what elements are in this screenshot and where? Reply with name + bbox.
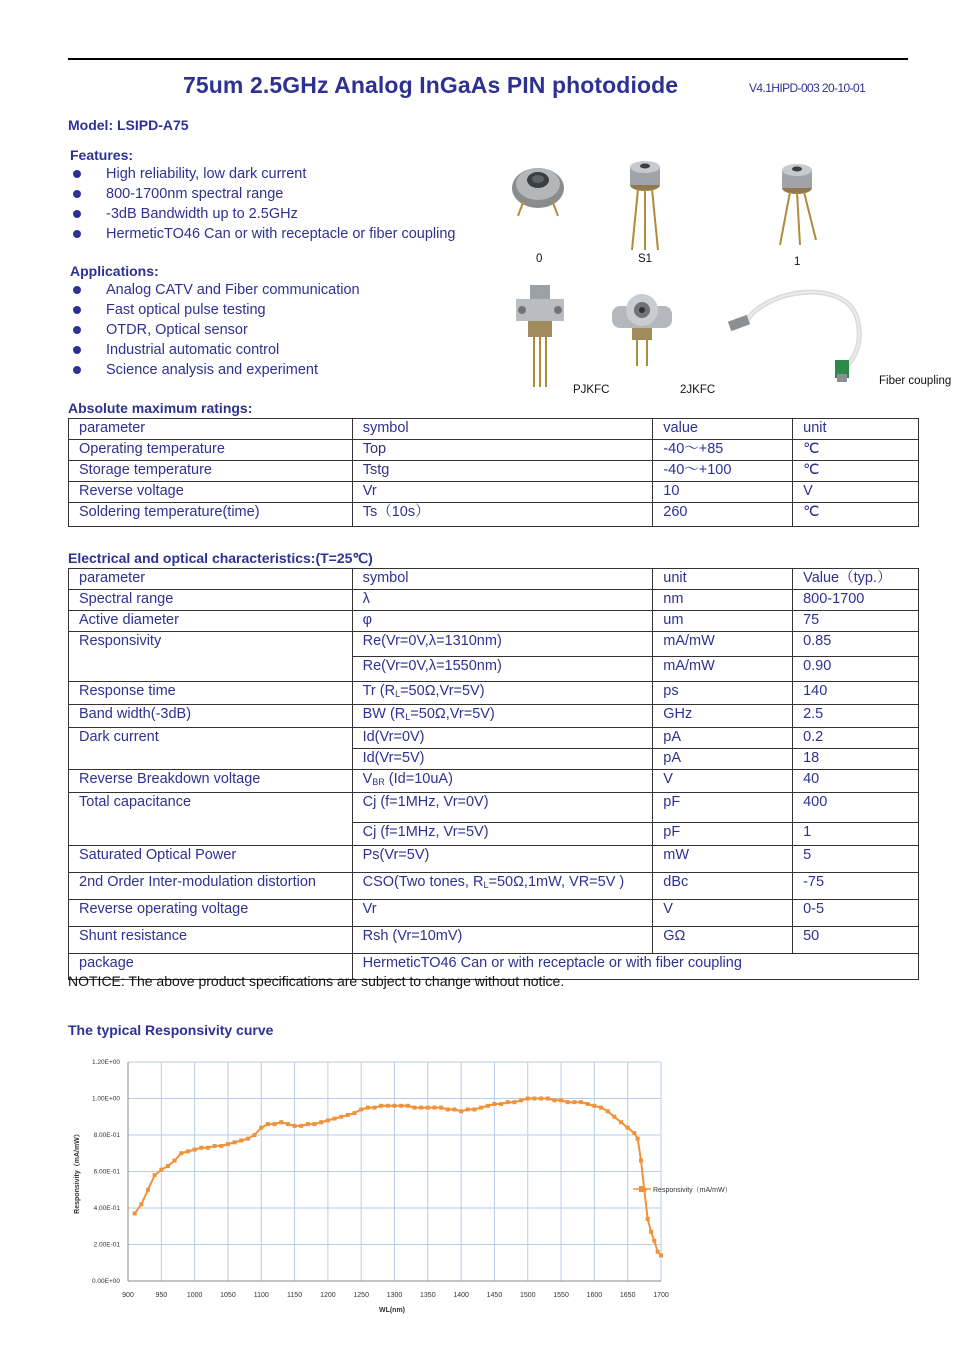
- data-point: [299, 1124, 303, 1128]
- table-cell: V: [793, 482, 919, 503]
- table-cell: -40～+100: [653, 461, 793, 482]
- x-tick-label: 1300: [386, 1292, 403, 1299]
- data-point: [439, 1106, 443, 1110]
- responsivity-chart: [68, 1050, 788, 1330]
- data-point: [326, 1118, 330, 1122]
- list-item: -3dB Bandwidth up to 2.5GHz: [70, 204, 510, 224]
- table-cell: Dark current: [69, 728, 353, 770]
- x-tick-label: 1250: [353, 1292, 369, 1299]
- photo-label-2jkfc: 2JKFC: [680, 384, 716, 396]
- data-point: [399, 1104, 403, 1108]
- header-cell: parameter: [69, 569, 353, 590]
- table-cell: Vr: [352, 482, 653, 503]
- table-row: [69, 873, 919, 900]
- data-point: [499, 1102, 503, 1106]
- data-point: [253, 1133, 257, 1137]
- x-tick-label: 1450: [486, 1292, 503, 1299]
- data-point: [233, 1140, 237, 1144]
- list-item: Industrial automatic control: [70, 340, 490, 360]
- data-point: [339, 1115, 343, 1119]
- photo-to46-1: [772, 160, 822, 250]
- table-cell: HermeticTO46 Can or with receptacle or with fiber coupling: [352, 954, 918, 980]
- y-axis-label: Responsivity（mA/mW）: [74, 1130, 81, 1214]
- table-cell: ℃: [793, 503, 919, 527]
- elec-table: [68, 568, 919, 980]
- features-heading: Features:: [70, 147, 134, 163]
- data-point: [419, 1106, 423, 1110]
- data-point: [179, 1151, 183, 1155]
- photo-label-fiber: Fiber coupling: [879, 375, 952, 387]
- table-cell: 1: [793, 823, 919, 846]
- header-cell: symbol: [352, 569, 653, 590]
- list-item: Analog CATV and Fiber communication: [70, 280, 490, 300]
- table-row: [69, 632, 919, 657]
- header-rule: [68, 58, 908, 60]
- x-tick-label: 1650: [619, 1292, 636, 1299]
- table-cell: Storage temperature: [69, 461, 353, 482]
- table-cell: Vr: [352, 900, 653, 927]
- table-row: [69, 440, 919, 461]
- data-point: [552, 1098, 556, 1102]
- table-row: [69, 569, 919, 590]
- data-point: [306, 1122, 310, 1126]
- data-point: [199, 1146, 203, 1150]
- x-tick-label: 1700: [653, 1292, 669, 1299]
- header-cell: value: [653, 419, 793, 440]
- data-point: [319, 1120, 323, 1124]
- data-point: [426, 1106, 430, 1110]
- photo-pjkfc: [510, 285, 570, 390]
- data-point: [393, 1104, 397, 1108]
- x-tick-label: 1600: [586, 1292, 603, 1299]
- abs-max-heading: Absolute maximum ratings:: [68, 400, 253, 416]
- data-point: [479, 1106, 483, 1110]
- table-row: [69, 927, 919, 954]
- y-tick-label: 1.00E+00: [91, 1095, 120, 1103]
- data-point: [146, 1188, 150, 1192]
- x-tick-label: 1200: [320, 1292, 336, 1299]
- photo-2jkfc: [610, 288, 675, 368]
- y-tick-label: 1.20E+00: [91, 1059, 120, 1066]
- table-cell: ℃: [793, 440, 919, 461]
- data-point: [656, 1250, 660, 1254]
- photo-label-s1: S1: [638, 253, 653, 265]
- y-tick-label: 2.00E-01: [93, 1241, 120, 1249]
- table-cell: Reverse voltage: [69, 482, 353, 503]
- table-cell: pA: [653, 749, 793, 770]
- table-row: [69, 846, 919, 873]
- data-point: [639, 1159, 643, 1163]
- x-tick-label: 1050: [220, 1292, 236, 1299]
- table-cell: ps: [653, 682, 793, 705]
- data-point: [539, 1097, 543, 1101]
- table-cell: φ: [352, 611, 653, 632]
- photo-label-pjkfc: PJKFC: [573, 384, 610, 396]
- table-cell: GHz: [653, 705, 793, 728]
- version-label: V4.1HIPD-003 20-10-01: [749, 81, 866, 95]
- y-tick-label: 6.00E-01: [93, 1168, 120, 1176]
- x-tick-label: 1550: [553, 1292, 569, 1299]
- data-point: [219, 1144, 223, 1148]
- table-cell: Soldering temperature(time): [69, 503, 353, 527]
- data-point: [572, 1100, 576, 1104]
- table-row: [69, 611, 919, 632]
- data-point: [293, 1124, 297, 1128]
- table-cell: 0.85: [793, 632, 919, 657]
- table-cell: 50: [793, 927, 919, 954]
- table-cell: Rsh (Vr=10mV): [352, 927, 653, 954]
- data-point: [133, 1211, 137, 1215]
- x-tick-label: 900: [122, 1292, 134, 1299]
- x-axis-label: WL(nm): [378, 1307, 406, 1314]
- data-point: [259, 1126, 263, 1130]
- data-point: [619, 1120, 623, 1124]
- applications-heading: Applications:: [70, 263, 159, 279]
- data-point: [492, 1102, 496, 1106]
- table-cell: 5: [793, 846, 919, 873]
- data-point: [632, 1131, 636, 1135]
- list-item: Fast optical pulse testing: [70, 300, 490, 320]
- table-cell: λ: [352, 590, 653, 611]
- x-tick-label: 1100: [253, 1292, 269, 1299]
- table-cell: Shunt resistance: [69, 927, 353, 954]
- data-point: [273, 1122, 277, 1126]
- data-point: [159, 1168, 163, 1172]
- table-cell: Total capacitance: [69, 793, 353, 846]
- bullet-icon: [73, 306, 81, 314]
- header-cell: unit: [793, 419, 919, 440]
- data-point: [313, 1122, 317, 1126]
- table-cell: 0.2: [793, 728, 919, 749]
- table-cell: Tstg: [352, 461, 653, 482]
- table-row: [69, 900, 919, 927]
- data-point: [286, 1122, 290, 1126]
- table-cell: Re(Vr=0V,λ=1310nm): [352, 632, 653, 657]
- table-row: [69, 705, 919, 728]
- table-cell: nm: [653, 590, 793, 611]
- notice-text: NOTICE: The above product specifications are subject to change without notice.: [68, 973, 565, 989]
- table-cell: package: [69, 954, 353, 980]
- data-point: [659, 1253, 663, 1257]
- data-point: [213, 1144, 217, 1148]
- list-item: HermeticTO46 Can or with receptacle or fiber coupling: [70, 224, 510, 244]
- bullet-icon: [73, 346, 81, 354]
- photo-fiber-coupling: [725, 278, 865, 383]
- table-cell: Reverse operating voltage: [69, 900, 353, 927]
- table-cell: Ts（10s）: [352, 503, 653, 527]
- table-cell: dBc: [653, 873, 793, 900]
- table-row: [69, 682, 919, 705]
- list-item: High reliability, low dark current: [70, 164, 510, 184]
- data-point: [239, 1138, 243, 1142]
- data-point: [166, 1164, 170, 1168]
- table-cell: Operating temperature: [69, 440, 353, 461]
- data-point: [526, 1097, 530, 1101]
- table-cell: V: [653, 900, 793, 927]
- data-point: [506, 1100, 510, 1104]
- table-cell: $V_{BR}$ (Id=10uA): [352, 770, 653, 793]
- table-cell: Id(Vr=5V): [352, 749, 653, 770]
- applications-list: [70, 280, 490, 380]
- table-cell: 2nd Order Inter-modulation distortion: [69, 873, 353, 900]
- bullet-icon: [73, 366, 81, 374]
- data-point: [139, 1202, 143, 1206]
- x-tick-label: 950: [155, 1292, 168, 1299]
- list-item: 800-1700nm spectral range: [70, 184, 510, 204]
- data-point: [173, 1159, 177, 1163]
- data-point: [279, 1120, 283, 1124]
- photo-to46-s1: [620, 155, 670, 255]
- header-cell: parameter: [69, 419, 353, 440]
- data-point: [333, 1117, 337, 1121]
- chart-legend: [633, 1186, 732, 1194]
- data-point: [646, 1217, 650, 1221]
- curve-heading: The typical Responsivity curve: [68, 1022, 274, 1038]
- data-point: [386, 1104, 390, 1108]
- table-cell: mW: [653, 846, 793, 873]
- table-cell: 260: [653, 503, 793, 527]
- data-point: [592, 1104, 596, 1108]
- table-row: [69, 728, 919, 749]
- table-cell: 140: [793, 682, 919, 705]
- data-point: [652, 1239, 656, 1243]
- data-point: [266, 1122, 270, 1126]
- data-point: [246, 1137, 250, 1141]
- table-cell: BW $(R_L=50\Omega,Vr=5V)$: [352, 705, 653, 728]
- features-list: [70, 164, 510, 244]
- table-cell: um: [653, 611, 793, 632]
- data-point: [359, 1107, 363, 1111]
- table-cell: Id(Vr=0V): [352, 728, 653, 749]
- data-point: [459, 1109, 463, 1113]
- table-cell: 2.5: [793, 705, 919, 728]
- table-cell: 75: [793, 611, 919, 632]
- data-point: [446, 1107, 450, 1111]
- chart-y-ticks: [92, 1059, 120, 1285]
- table-row: [69, 461, 919, 482]
- data-point: [452, 1107, 456, 1111]
- data-point: [472, 1107, 476, 1111]
- chart-grid: [128, 1062, 661, 1281]
- data-point: [379, 1104, 383, 1108]
- table-cell: 400: [793, 793, 919, 823]
- data-point: [406, 1104, 410, 1108]
- table-cell: Top: [352, 440, 653, 461]
- data-point: [559, 1098, 563, 1102]
- x-tick-label: 1000: [186, 1292, 203, 1299]
- table-row: [69, 793, 919, 823]
- table-cell: pA: [653, 728, 793, 749]
- table-row: [69, 770, 919, 793]
- header-cell: unit: [653, 569, 793, 590]
- table-row: [69, 503, 919, 527]
- model-label: Model: LSIPD-A75: [68, 117, 189, 133]
- table-cell: GΩ: [653, 927, 793, 954]
- bullet-icon: [73, 190, 81, 198]
- list-item: Science analysis and experiment: [70, 360, 490, 380]
- table-cell: Ps(Vr=5V): [352, 846, 653, 873]
- x-tick-label: 1400: [453, 1292, 469, 1299]
- x-tick-label: 1500: [519, 1292, 536, 1299]
- table-cell: Cj (f=1MHz, Vr=0V): [352, 793, 653, 823]
- table-cell: mA/mW: [653, 657, 793, 682]
- series-points: [133, 1097, 663, 1258]
- y-tick-label: 4.00E-01: [93, 1205, 120, 1212]
- table-cell: pF: [653, 793, 793, 823]
- bullet-icon: [73, 326, 81, 334]
- abs-max-table: [68, 418, 919, 527]
- table-cell: Reverse Breakdown voltage: [69, 770, 353, 793]
- data-point: [586, 1102, 590, 1106]
- elec-heading: Electrical and optical characteristics:(T=25℃): [68, 550, 373, 566]
- table-cell: 0-5: [793, 900, 919, 927]
- table-cell: ℃: [793, 461, 919, 482]
- data-point: [519, 1098, 523, 1102]
- header-cell: symbol: [352, 419, 653, 440]
- data-point: [636, 1137, 640, 1141]
- data-point: [566, 1100, 570, 1104]
- data-point: [193, 1148, 197, 1152]
- data-point: [366, 1106, 370, 1110]
- table-cell: -75: [793, 873, 919, 900]
- data-point: [606, 1109, 610, 1113]
- legend-label: Responsivity（mA/mW）: [653, 1187, 732, 1194]
- data-point: [226, 1142, 230, 1146]
- data-point: [599, 1106, 603, 1110]
- data-point: [412, 1106, 416, 1110]
- data-point: [626, 1126, 630, 1130]
- table-cell: Active diameter: [69, 611, 353, 632]
- bullet-icon: [73, 230, 81, 238]
- data-point: [579, 1100, 583, 1104]
- table-cell: Re(Vr=0V,λ=1550nm): [352, 657, 653, 682]
- table-cell: 800-1700: [793, 590, 919, 611]
- bullet-icon: [73, 170, 81, 178]
- data-point: [486, 1104, 490, 1108]
- data-point: [546, 1097, 550, 1101]
- data-point: [612, 1115, 616, 1119]
- page-title: 75um 2.5GHz Analog InGaAs PIN photodiode: [183, 72, 679, 98]
- table-cell: 18: [793, 749, 919, 770]
- table-cell: Saturated Optical Power: [69, 846, 353, 873]
- list-item: OTDR, Optical sensor: [70, 320, 490, 340]
- table-row: [69, 419, 919, 440]
- photo-label-1: 1: [794, 256, 801, 268]
- data-point: [353, 1111, 357, 1115]
- table-cell: V: [653, 770, 793, 793]
- photo-label-0: 0: [536, 253, 543, 265]
- data-point: [206, 1146, 210, 1150]
- data-point: [346, 1113, 350, 1117]
- table-cell: Tr $(R_L=50\Omega,Vr=5V)$: [352, 682, 653, 705]
- table-cell: Band width(-3dB): [69, 705, 353, 728]
- y-tick-label: 0.00E+00: [91, 1278, 120, 1285]
- data-point: [466, 1107, 470, 1111]
- table-cell: Cj (f=1MHz, Vr=5V): [352, 823, 653, 846]
- series-line: [135, 1099, 661, 1256]
- table-cell: Spectral range: [69, 590, 353, 611]
- chart-x-ticks: [122, 1292, 669, 1299]
- photo-to46-0: [500, 150, 580, 230]
- data-point: [153, 1173, 157, 1177]
- data-point: [373, 1106, 377, 1110]
- bullet-icon: [73, 286, 81, 294]
- table-cell: mA/mW: [653, 632, 793, 657]
- data-point: [432, 1106, 436, 1110]
- table-row: [69, 590, 919, 611]
- table-cell: pF: [653, 823, 793, 846]
- bullet-icon: [73, 210, 81, 218]
- header-cell: Value（typ.）: [793, 569, 919, 590]
- table-cell: 40: [793, 770, 919, 793]
- data-point: [512, 1100, 516, 1104]
- table-row: [69, 482, 919, 503]
- x-tick-label: 1150: [287, 1292, 303, 1299]
- table-cell: CSO(Two tones, $R_L=50\Omega,1mW$, VR=5V ): [352, 873, 653, 900]
- y-tick-label: 8.00E-01: [93, 1132, 120, 1139]
- table-cell: 10: [653, 482, 793, 503]
- data-point: [649, 1230, 653, 1234]
- table-cell: Responsivity: [69, 632, 353, 682]
- data-point: [186, 1149, 190, 1153]
- x-tick-label: 1350: [420, 1292, 436, 1299]
- data-point: [532, 1097, 536, 1101]
- table-cell: 0.90: [793, 657, 919, 682]
- table-cell: -40～+85: [653, 440, 793, 461]
- table-cell: Response time: [69, 682, 353, 705]
